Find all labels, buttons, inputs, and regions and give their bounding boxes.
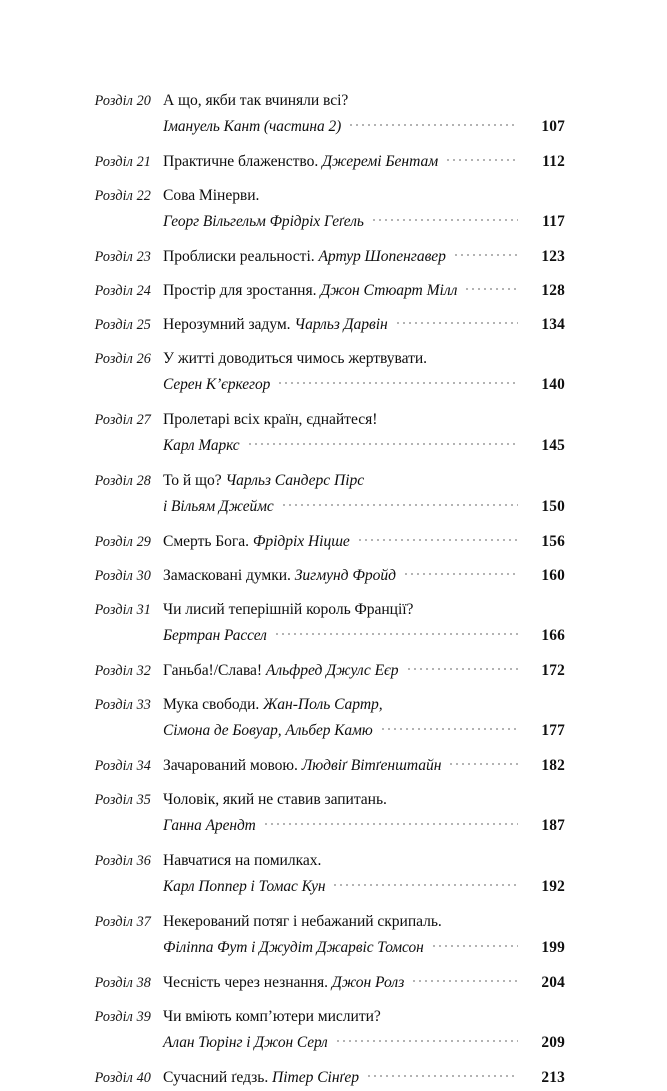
toc-entry-author: Джеремі Бентам (322, 153, 439, 170)
dot-leader (265, 814, 518, 830)
toc-entry-body (163, 88, 565, 140)
dot-leader (392, 693, 518, 709)
toc-entry-title-text: Смерть Бога. (163, 533, 249, 550)
toc-entry-body (163, 1065, 565, 1091)
dot-leader (386, 408, 518, 424)
toc-entry-body (163, 468, 565, 520)
dot-leader (422, 598, 518, 614)
toc-entry-page-number[interactable]: 192 (541, 878, 565, 895)
toc-entry-title-text: Сучасний ґедзь. (163, 1069, 269, 1086)
toc-entry[interactable] (83, 692, 565, 744)
toc-entry-page-number[interactable]: 123 (541, 248, 565, 265)
toc-entry[interactable] (83, 848, 565, 900)
toc-entry-line (163, 312, 565, 338)
toc-entry[interactable] (83, 909, 565, 961)
toc-entry[interactable] (83, 529, 565, 555)
dot-leader (466, 279, 518, 295)
dot-leader (455, 245, 518, 261)
toc-entry-title (163, 563, 396, 589)
toc-entry-body (163, 346, 565, 398)
toc-entry-title: Навчатися на помилках. (163, 852, 322, 869)
toc-entry-line (163, 658, 565, 684)
toc-entry-title (163, 692, 383, 718)
toc-entry[interactable] (83, 244, 565, 270)
dot-leader (368, 1066, 518, 1082)
toc-entry-line (163, 1065, 565, 1091)
toc-entry-line (163, 346, 565, 372)
toc-entry-title: Імануель Кант (частина 2) (163, 118, 342, 135)
toc-entry-body (163, 407, 565, 459)
toc-entry-body (163, 183, 565, 235)
toc-entry-line (163, 372, 565, 398)
dot-leader (357, 89, 518, 105)
dot-leader (397, 313, 518, 329)
toc-entry-body (163, 244, 565, 270)
toc-entry-page-number[interactable]: 128 (541, 282, 565, 299)
toc-entry-body (163, 970, 565, 996)
toc-entry-chapter-label: Розділ 39 (94, 1009, 151, 1025)
toc-entry-body (163, 529, 565, 555)
toc-entry-page-number[interactable]: 172 (541, 662, 565, 679)
toc-entry-line (163, 529, 565, 555)
toc-entry-title (163, 529, 350, 555)
toc-entry-page-number[interactable]: 209 (541, 1034, 565, 1051)
toc-entry-title (163, 244, 446, 270)
toc-entry-line (163, 935, 565, 961)
toc-entry[interactable] (83, 183, 565, 235)
toc-entry-page-number[interactable]: 134 (541, 316, 565, 333)
toc-entry-title (163, 658, 399, 684)
toc-entry-title-text: Ганьба!/Слава! (163, 662, 263, 679)
toc-entry-title: Карл Поппер і Томас Кун (163, 878, 326, 895)
toc-entry-title (163, 278, 457, 304)
toc-entry-page-number[interactable]: 140 (541, 376, 565, 393)
toc-entry-title-text: Нерозумний задум. (163, 316, 291, 333)
toc-entry-body (163, 692, 565, 744)
toc-entry-title-text: Мука свободи. (163, 696, 260, 713)
toc-entry[interactable] (83, 1065, 565, 1091)
toc-entry-line (163, 149, 565, 175)
toc-entry-body (163, 753, 565, 779)
toc-entry-line (163, 1030, 565, 1056)
toc-entry-title: Карл Маркс (163, 437, 240, 454)
toc-entry-chapter-label: Розділ 25 (94, 317, 151, 333)
toc-entry-title: Чи вміють комп’ютери мислити? (163, 1008, 381, 1025)
toc-entry[interactable] (83, 312, 565, 338)
dot-leader (359, 530, 518, 546)
toc-entry-line (163, 718, 565, 744)
toc-entry-line (163, 623, 565, 649)
toc-entry-author: Пітер Сінґер (272, 1069, 360, 1086)
toc-entry-line (163, 909, 565, 935)
toc-entry[interactable] (83, 658, 565, 684)
dot-leader (450, 754, 518, 770)
dot-leader (279, 373, 518, 389)
toc-entry-chapter-label: Розділ 29 (94, 534, 151, 550)
toc-entry-page-number[interactable]: 166 (541, 627, 565, 644)
toc-entry-title: Чи лисий теперішній король Франції? (163, 601, 414, 618)
toc-entry-chapter-label: Розділ 23 (94, 249, 151, 265)
dot-leader (373, 469, 518, 485)
dot-leader (249, 434, 518, 450)
dot-leader (451, 910, 518, 926)
toc-entry-chapter-label: Розділ 24 (94, 283, 151, 299)
toc-entry-body (163, 149, 565, 175)
toc-entry-line (163, 88, 565, 114)
dot-leader (396, 788, 518, 804)
toc-entry-author: Фрідріх Ніцше (252, 533, 350, 550)
toc-entry-page-number[interactable]: 117 (542, 213, 565, 230)
toc-entry-chapter-label: Розділ 32 (94, 663, 151, 679)
toc-entry-title: Бертран Рассел (163, 627, 267, 644)
toc-entry-title: і Вільям Джеймс (163, 498, 274, 515)
table-of-contents-list (83, 88, 565, 1091)
dot-leader (436, 347, 518, 363)
toc-entry-chapter-label: Розділ 36 (94, 853, 151, 869)
toc-entry-title (163, 1065, 359, 1091)
toc-entry[interactable] (83, 468, 565, 520)
toc-entry-title: Алан Тюрінг і Джон Серл (163, 1034, 328, 1051)
toc-entry-title-text: Практичне блаженство. (163, 153, 319, 170)
toc-entry[interactable] (83, 597, 565, 649)
dot-leader (330, 849, 518, 865)
toc-entry-body (163, 848, 565, 900)
toc-entry-author: Альфред Джулс Еєр (265, 662, 399, 679)
toc-entry-page-number[interactable]: 160 (541, 567, 565, 584)
toc-entry-title-text: Замасковані думки. (163, 567, 291, 584)
toc-entry-line (163, 209, 565, 235)
toc-entry-line (163, 244, 565, 270)
toc-entry-chapter-label: Розділ 38 (94, 975, 151, 991)
toc-entry-title: У житті доводиться чимось жертвувати. (163, 350, 428, 367)
dot-leader (413, 971, 518, 987)
toc-entry-title-text: Проблиски реальності. (163, 248, 315, 265)
toc-entry-line (163, 753, 565, 779)
toc-entry-line (163, 433, 565, 459)
toc-entry-line (163, 970, 565, 996)
toc-entry-title (163, 468, 364, 494)
toc-entry-chapter-label: Розділ 21 (94, 154, 151, 170)
toc-entry-line (163, 874, 565, 900)
toc-entry-body (163, 658, 565, 684)
toc-entry-author: Джон Ролз (331, 974, 405, 991)
dot-leader (405, 564, 518, 580)
toc-entry-title (163, 149, 438, 175)
toc-entry-page-number[interactable]: 182 (541, 757, 565, 774)
toc-entry-page-number[interactable]: 204 (541, 974, 565, 991)
toc-entry[interactable] (83, 970, 565, 996)
toc-entry-line (163, 787, 565, 813)
toc-entry-line (163, 278, 565, 304)
toc-entry-title: Пролетарі всіх країн, єднайтеся! (163, 411, 378, 428)
dot-leader (337, 1031, 518, 1047)
toc-entry-title: Філіппа Фут і Джудіт Джарвіс Томсон (163, 939, 424, 956)
toc-entry-title-text: Зачарований мовою. (163, 757, 298, 774)
dot-leader (390, 1005, 518, 1021)
toc-entry-body (163, 563, 565, 589)
toc-entry-line (163, 114, 565, 140)
toc-entry-title: Чоловік, який не ставив запитань. (163, 791, 387, 808)
toc-entry-page-number[interactable]: 107 (541, 118, 565, 135)
toc-entry[interactable] (83, 149, 565, 175)
toc-entry[interactable] (83, 278, 565, 304)
toc-entry-body (163, 1004, 565, 1056)
toc-entry-title (163, 312, 388, 338)
toc-entry-title-text: Простір для зростання. (163, 282, 317, 299)
dot-leader (447, 150, 518, 166)
toc-entry-chapter-label: Розділ 37 (94, 914, 151, 930)
toc-entry-body (163, 312, 565, 338)
toc-entry-line (163, 813, 565, 839)
toc-entry-title (163, 753, 441, 779)
toc-entry-title: Георг Вільгельм Фрідріх Геґель (163, 213, 364, 230)
toc-entry-line (163, 494, 565, 520)
toc-entry-line (163, 1004, 565, 1030)
toc-entry-line (163, 563, 565, 589)
toc-entry-title: А що, якби так вчиняли всі? (163, 92, 349, 109)
toc-entry-page-number[interactable]: 213 (541, 1069, 565, 1086)
dot-leader (408, 659, 518, 675)
toc-entry-line (163, 183, 565, 209)
toc-entry-author: Зигмунд Фройд (294, 567, 396, 584)
dot-leader (373, 210, 518, 226)
dot-leader (350, 115, 518, 131)
toc-entry-author: Людвіґ Вітґенштайн (301, 757, 442, 774)
toc-entry-chapter-label: Розділ 40 (94, 1070, 151, 1086)
toc-entry-author: Джон Стюарт Мілл (320, 282, 458, 299)
toc-entry-line (163, 468, 565, 494)
toc-entry-page-number[interactable]: 187 (541, 817, 565, 834)
toc-entry-line (163, 597, 565, 623)
toc-entry-title: Некерований потяг і небажаний скрипаль. (163, 913, 442, 930)
toc-entry-title-text: Чесність через незнання. (163, 974, 328, 991)
toc-entry-chapter-label: Розділ 30 (94, 568, 151, 584)
toc-entry[interactable] (83, 753, 565, 779)
dot-leader (382, 719, 518, 735)
toc-entry-chapter-label: Розділ 22 (94, 188, 151, 204)
toc-entry[interactable] (83, 346, 565, 398)
toc-entry-author: Жан-Поль Сартр, (263, 696, 383, 713)
toc-entry-chapter-label: Розділ 20 (94, 93, 151, 109)
toc-entry-page-number[interactable]: 150 (541, 498, 565, 515)
toc-entry-title-text: То й що? (163, 472, 222, 489)
toc-entry-line (163, 692, 565, 718)
toc-entry-title (163, 970, 404, 996)
toc-entry-chapter-label: Розділ 28 (94, 473, 151, 489)
toc-entry-title: Серен К’єркегор (163, 376, 271, 393)
toc-entry-page-number[interactable]: 199 (541, 939, 565, 956)
toc-entry[interactable] (83, 787, 565, 839)
toc-entry-body (163, 787, 565, 839)
toc-entry-page-number[interactable]: 156 (541, 533, 565, 550)
toc-entry-line (163, 407, 565, 433)
toc-entry[interactable] (83, 407, 565, 459)
toc-entry-author: Чарльз Сандерс Пірс (225, 472, 365, 489)
toc-entry-body (163, 278, 565, 304)
toc-entry[interactable] (83, 563, 565, 589)
toc-entry-chapter-label: Розділ 33 (94, 697, 151, 713)
toc-entry-chapter-label: Розділ 31 (94, 602, 151, 618)
toc-entry-title: Ганна Арендт (163, 817, 256, 834)
toc-entry-chapter-label: Розділ 26 (94, 351, 151, 367)
dot-leader (268, 184, 518, 200)
dot-leader (334, 875, 518, 891)
toc-entry-page-number[interactable]: 112 (542, 153, 565, 170)
toc-entry-chapter-label: Розділ 34 (94, 758, 151, 774)
toc-entry-author: Чарльз Дарвін (294, 316, 388, 333)
toc-entry-body (163, 597, 565, 649)
toc-entry-page-number[interactable]: 145 (541, 437, 565, 454)
toc-entry-page-number[interactable]: 177 (541, 722, 565, 739)
toc-entry-title: Сова Мінерви. (163, 187, 260, 204)
toc-entry[interactable] (83, 1004, 565, 1056)
toc-entry[interactable] (83, 88, 565, 140)
toc-entry-body (163, 909, 565, 961)
dot-leader (283, 495, 518, 511)
dot-leader (433, 936, 518, 952)
toc-entry-title: Сімона де Бовуар, Альбер Камю (163, 722, 373, 739)
toc-entry-chapter-label: Розділ 27 (94, 412, 151, 428)
dot-leader (276, 624, 518, 640)
toc-entry-author: Артур Шопенгавер (318, 248, 446, 265)
toc-entry-line (163, 848, 565, 874)
toc-entry-chapter-label: Розділ 35 (94, 792, 151, 808)
